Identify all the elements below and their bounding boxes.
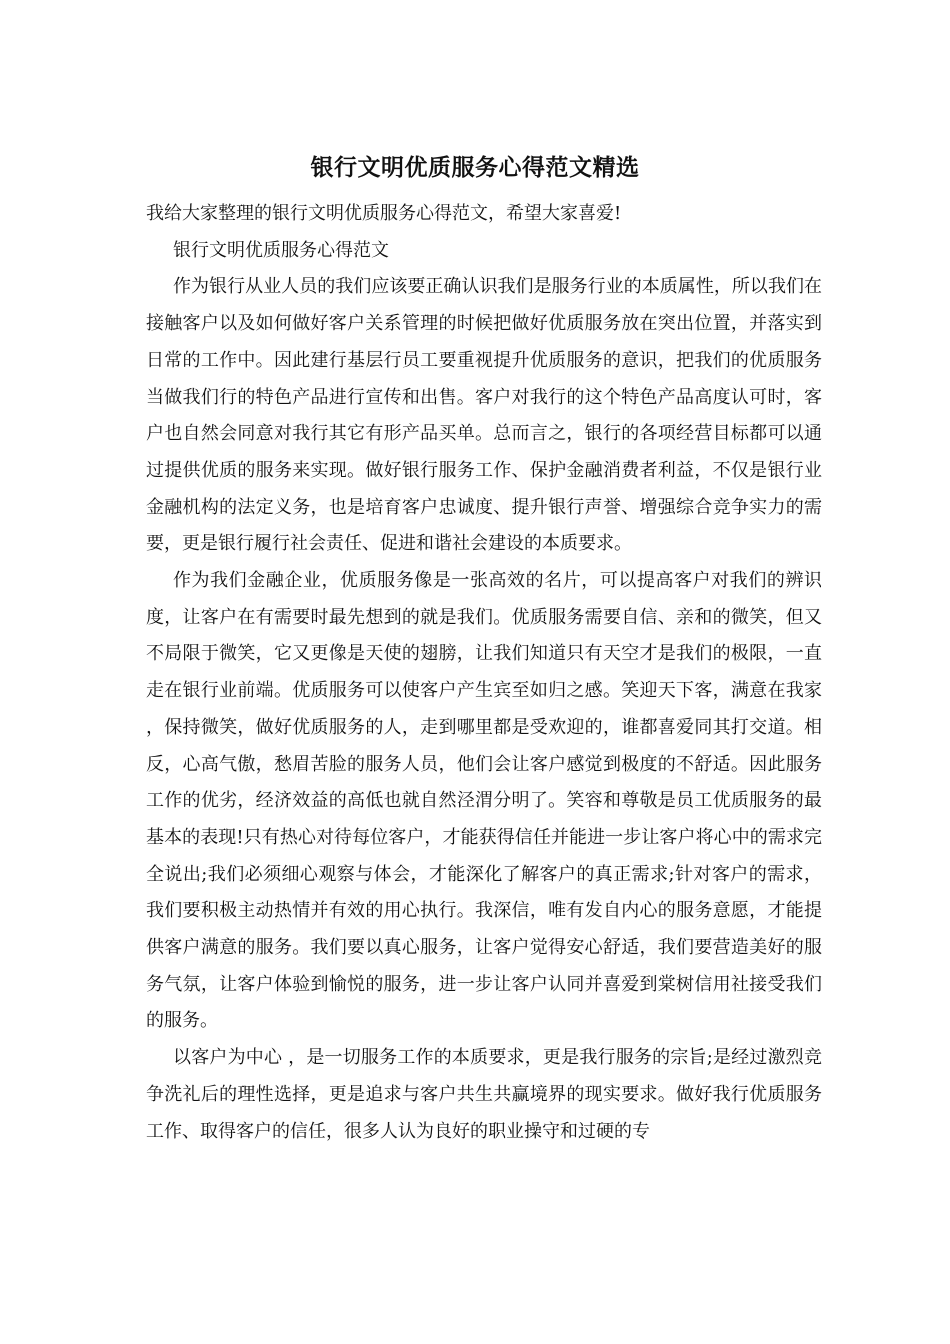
paragraph: 以客户为中心 ，是一切服务工作的本质要求，更是我行服务的宗旨;是经过激烈竞争洗礼后的理性选择，更是追求与客户共生共赢境界的现实要求。做好我行优质服务工作、取得客户的信任，很多人认为良好的职业操守和过硬的专 [146,1047,822,1142]
paragraph: 作为我们金融企业，优质服务像是一张高效的名片，可以提高客户对我们的辨识度，让客户在有需要时最先想到的就是我们。优质服务需要自信、亲和的微笑，但又不局限于微笑，它又更像是天使的翅膀，让我们知道只有天空才是我们的极限，一直走在银行业前端。优质服务可以使客户产生宾至如归之感。笑迎天下客，满意在我家 ，保持微笑，做好优质服务的人，走到哪里都是受欢迎的，谁都喜爱同其打交道。相反，心高气傲，愁眉苦脸的服务人员，他们会让客户感觉到极度的不舒适。因此服务工作的优劣，经济效益的高低也就自然泾渭分明了。笑容和尊敬是员工优质服务的最基本的表现!只有热心对待每位客户，才能获得信任并能进一步让客户将心中的需求完全说出;我们必须细心观察与体会，才能深化了解客户的真正需求;针对客户的需求，我们要积极主动热情并有效的用心执行。我深信，唯有发自内心的服务意愿，才能提供客户满意的服务。我们要以真心服务，让客户觉得安心舒适，我们要营造美好的服务气氛，让客户体验到愉悦的服务，进一步让客户认同并喜爱到棠树信用社接受我们的服务。 [146,570,822,1032]
document-title: 银行文明优质服务心得范文精选 [310,154,640,181]
paragraph: 作为银行从业人员的我们应该要正确认识我们是服务行业的本质属性，所以我们在接触客户以及如何做好客户关系管理的时候把做好优质服务放在突出位置，并落实到日常的工作中。因此建行基层行员工要重视提升优质服务的意识，把我们的优质服务当做我们行的特色产品进行宣传和出售。客户对我行的这个特色产品高度认可时，客户也自然会同意对我行其它有形产品买单。总而言之，银行的各项经营目标都可以通过提供优质的服务来实现。做好银行服务工作、保护金融消费者利益，不仅是银行业金融机构的法定义务，也是培育客户忠诚度、提升银行声誉、增强综合竞争实力的需要，更是银行履行社会责任、促进和谐社会建设的本质要求。 [146,276,822,555]
intro-line: 我给大家整理的银行文明优质服务心得范文，希望大家喜爱! [146,203,622,224]
section-heading: 银行文明优质服务心得范文 [173,239,389,261]
document-body [146,196,822,1150]
